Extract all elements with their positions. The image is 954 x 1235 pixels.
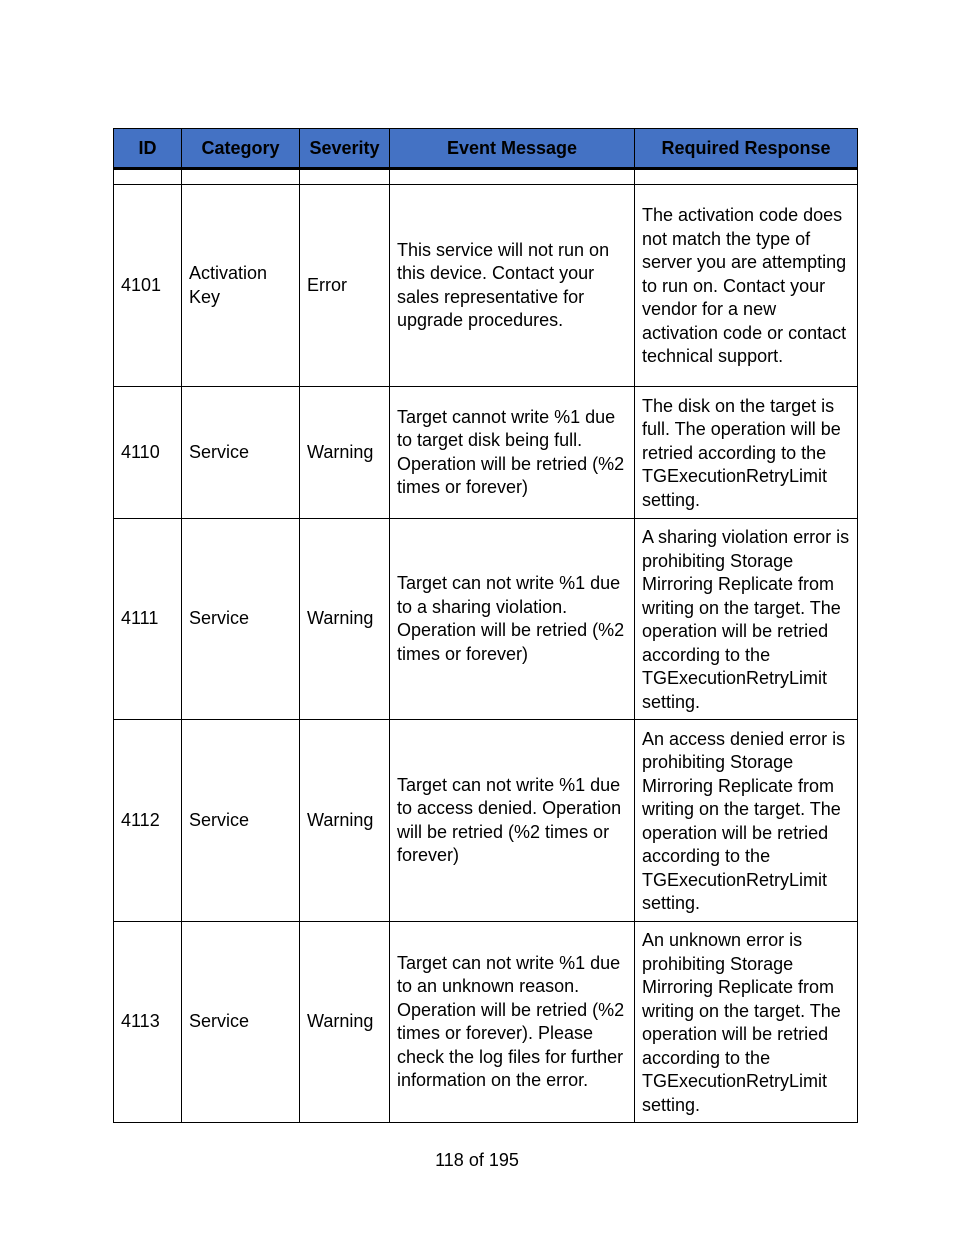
spacer-cell — [390, 169, 635, 185]
table-row — [114, 519, 858, 720]
event-id: 4112 — [114, 720, 182, 922]
event-response: An access denied error is prohibiting Storage Mirroring Replicate from writing on the target. The operation will be retried according to the TGExecutionRetryLimit setting. — [635, 720, 858, 922]
header-event-message: Event Message — [390, 129, 635, 169]
event-severity: Warning — [300, 387, 390, 519]
event-response: The activation code does not match the type of server you are attempting to run on. Contact your vendor for a new activation code or contact technical support. — [635, 185, 858, 387]
table-row — [114, 387, 858, 519]
header-required-response: Required Response — [635, 129, 858, 169]
event-response: An unknown error is prohibiting Storage Mirroring Replicate from writing on the target. The operation will be retried according to the TGExecutionRetryLimit setting. — [635, 922, 858, 1123]
event-category: Activation Key — [182, 185, 300, 387]
spacer-cell — [300, 169, 390, 185]
event-severity: Warning — [300, 922, 390, 1123]
header-id: ID — [114, 129, 182, 169]
event-id: 4110 — [114, 387, 182, 519]
event-message: Target cannot write %1 due to target disk being full. Operation will be retried (%2 times or forever) — [390, 387, 635, 519]
event-severity: Warning — [300, 720, 390, 922]
event-message: Target can not write %1 due to a sharing violation. Operation will be retried (%2 times or forever) — [390, 519, 635, 720]
event-response: The disk on the target is full. The operation will be retried according to the TGExecutionRetryLimit setting. — [635, 387, 858, 519]
event-id: 4113 — [114, 922, 182, 1123]
table-row — [114, 922, 858, 1123]
header-category: Category — [182, 129, 300, 169]
event-id: 4111 — [114, 519, 182, 720]
event-message: Target can not write %1 due to an unknown reason. Operation will be retried (%2 times or forever). Please check the log files for further information on the error. — [390, 922, 635, 1123]
table-header — [114, 129, 858, 169]
event-response: A sharing violation error is prohibiting Storage Mirroring Replicate from writing on the target. The operation will be retried according to the TGExecutionRetryLimit setting. — [635, 519, 858, 720]
event-category: Service — [182, 519, 300, 720]
event-severity: Error — [300, 185, 390, 387]
event-severity: Warning — [300, 519, 390, 720]
spacer-row — [114, 169, 858, 185]
event-message: This service will not run on this device. Contact your sales representative for upgrade procedures. — [390, 185, 635, 387]
event-message: Target can not write %1 due to access denied. Operation will be retried (%2 times or forever) — [390, 720, 635, 922]
event-table — [113, 128, 858, 1123]
event-category: Service — [182, 922, 300, 1123]
event-id: 4101 — [114, 185, 182, 387]
spacer-cell — [635, 169, 858, 185]
event-category: Service — [182, 387, 300, 519]
table-row — [114, 185, 858, 387]
event-category: Service — [182, 720, 300, 922]
table-body — [114, 169, 858, 1123]
spacer-cell — [182, 169, 300, 185]
page-number: 118 of 195 — [435, 1150, 519, 1170]
table-row — [114, 720, 858, 922]
header-severity: Severity — [300, 129, 390, 169]
header-row — [114, 129, 858, 169]
spacer-cell — [114, 169, 182, 185]
